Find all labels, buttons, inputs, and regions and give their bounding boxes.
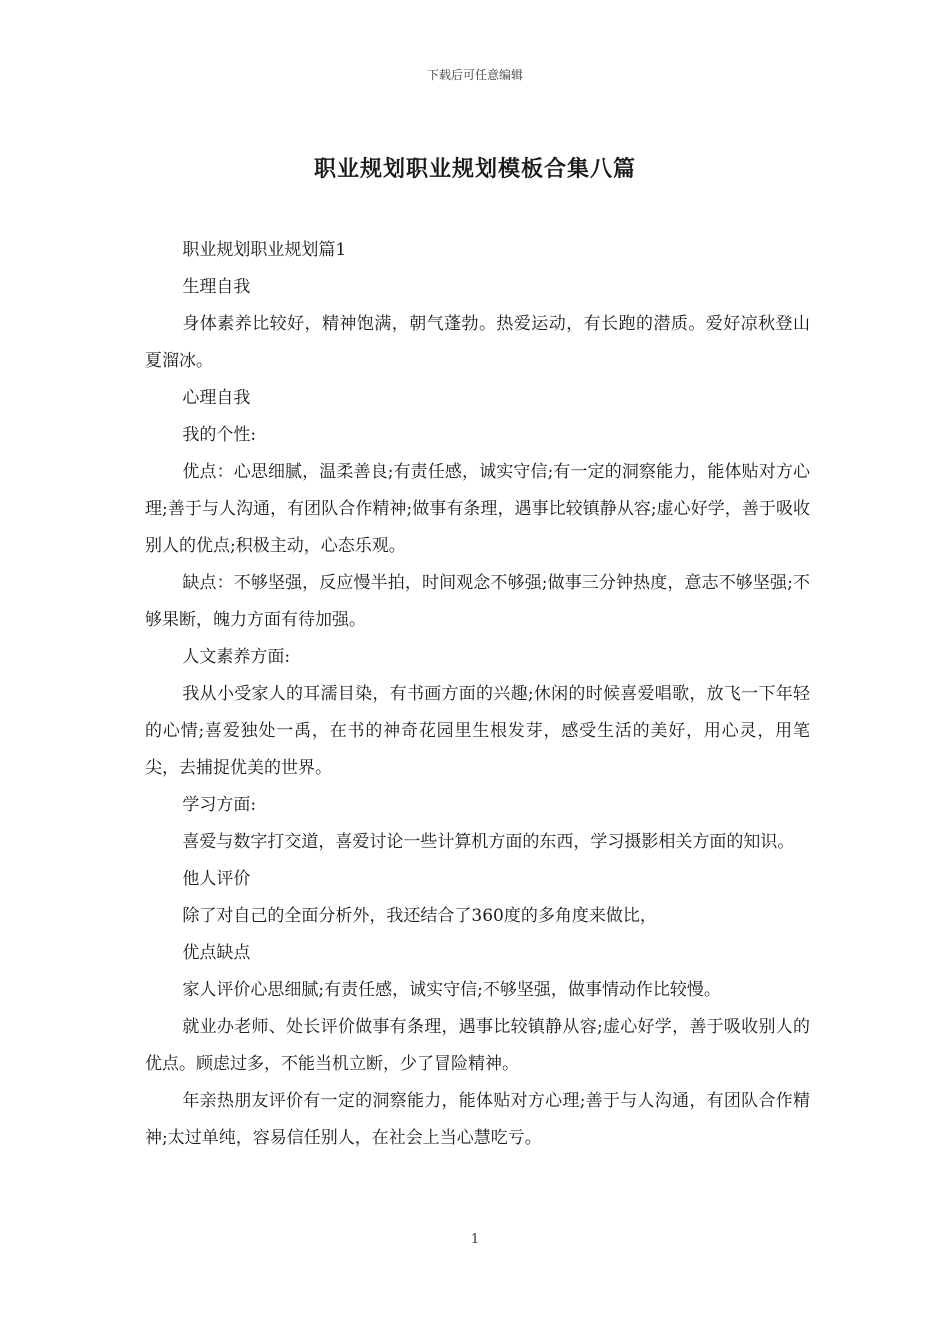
paragraph: 学习方面: [182,795,257,815]
paragraph: 年亲热朋友评价有一定的洞察能力，能体贴对方心理;善于与人沟通，有团队合作精神;太过单纯，容易信任别人，在社会上当心慧吃亏。 [145,1091,810,1148]
paragraph: 人文素养方面: [182,647,291,667]
page-header: 下载后可任意编辑 [426,68,523,82]
paragraph: 除了对自己的全面分析外，我还结合了360度的多角度来做比， [182,906,657,926]
paragraph: 优点：心思细腻，温柔善良;有责任感，诚实守信;有一定的洞察能力，能体贴对方心理;善于与人沟通，有团队合作精神;做事有条理，遇事比较镇静从容;虚心好学，善于吸收别人的优点;积极主动，心态乐观。 [145,462,810,556]
document-title: 职业规划职业规划模板合集八篇 [313,156,636,182]
paragraph: 生理自我 [182,277,251,297]
paragraph: 缺点：不够坚强，反应慢半拍，时间观念不够强;做事三分钟热度，意志不够坚强;不够果断，魄力方面有待加强。 [145,573,810,630]
paragraph: 职业规划职业规划篇1 [182,240,347,260]
paragraph: 家人评价心思细腻;有责任感，诚实守信;不够坚强，做事情动作比较慢。 [182,980,721,1000]
paragraph: 就业办老师、处长评价做事有条理，遇事比较镇静从容;虚心好学，善于吸收别人的优点。顾虑过多，不能当机立断，少了冒险精神。 [145,1017,810,1074]
paragraph: 身体素养比较好，精神饱满，朝气蓬勃。热爱运动，有长跑的潜质。爱好凉秋登山夏溜冰。 [145,314,810,371]
paragraph: 喜爱与数字打交道，喜爱讨论一些计算机方面的东西，学习摄影相关方面的知识。 [182,832,795,852]
paragraph: 他人评价 [182,869,251,889]
paragraph: 我的个性: [182,425,257,445]
paragraph: 心理自我 [182,388,251,408]
document-body [145,232,810,1157]
page-number: 1 [470,1232,480,1247]
paragraph: 优点缺点 [182,943,251,963]
paragraph: 我从小受家人的耳濡目染，有书画方面的兴趣;休闲的时候喜爱唱歌，放飞一下年轻的心情;喜爱独处一禹，在书的神奇花园里生根发芽，感受生活的美好，用心灵，用笔尖，去捕捉优美的世界。 [145,684,810,778]
